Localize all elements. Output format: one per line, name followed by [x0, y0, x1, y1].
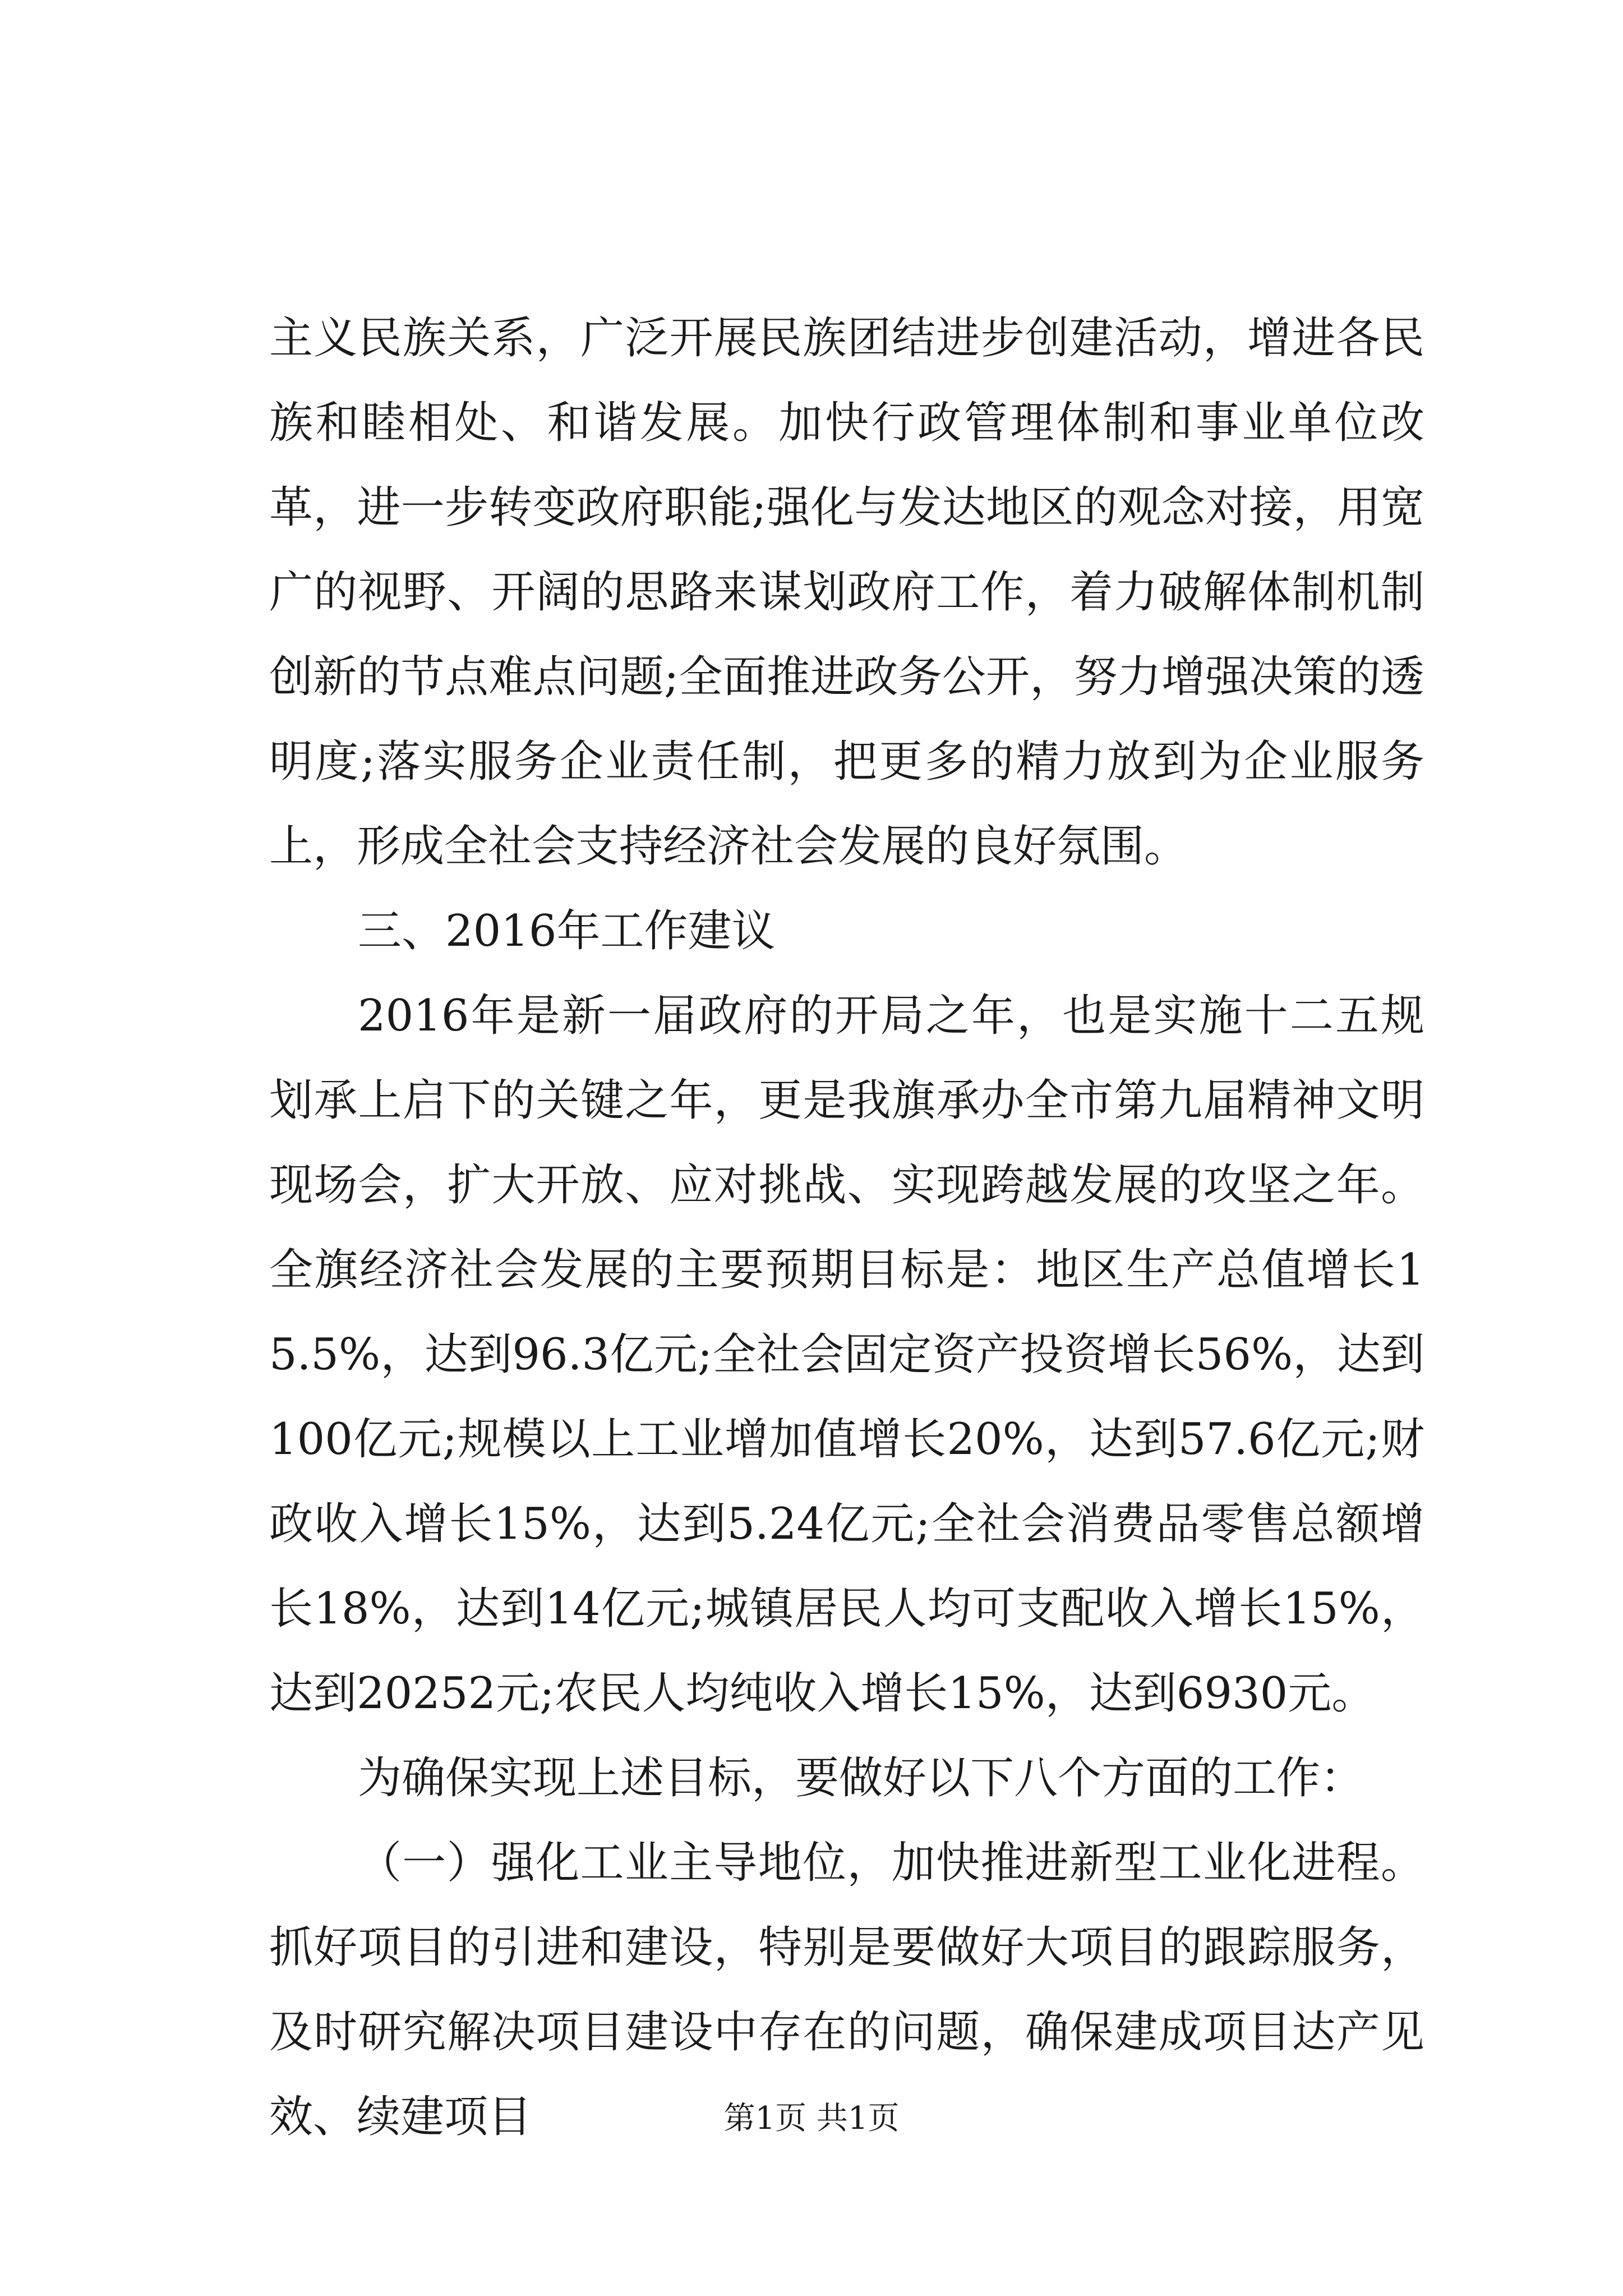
- paragraph-continuation: 主义民族关系，广泛开展民族团结进步创建活动，增进各民族和睦相处、和谐发展。加快行政管理体制和事业单位改革，进一步转变政府职能;强化与发达地区的观念对接，用宽广的视野、开阔的思路来谋划政府工作，着力破解体制机制创新的节点难点问题;全面推进政务公开，努力增强决策的透明度;落实服务企业责任制，把更多的精力放到为企业服务上，形成全社会支持经济社会发展的良好氛围。: [269, 313, 1424, 872]
- page-footer: 第1页 共1页: [723, 2100, 900, 2137]
- paragraph-targets: 2016年是新一届政府的开局之年，也是实施十二五规划承上启下的关键之年，更是我旗承办全市第九届精神文明现场会，扩大开放、应对挑战、实现跨越发展的攻坚之年。全旗经济社会发展的主要预期目标是：地区生产总值增长15.5%，达到96.3亿元;全社会固定资产投资增长56%，达到100亿元;规模以上工业增加值增长20%，达到57.6亿元;财政收入增长15%，达到5.24亿元;全社会消费品零售总额增长18%，达到14亿元;城镇居民人均可支配收入增长15%，达到20252元;农民人均纯收入增长15%，达到6930元。: [269, 991, 1424, 1719]
- paragraph-intro: 为确保实现上述目标，要做好以下八个方面的工作：: [358, 1753, 1364, 1803]
- section-heading: 三、2016年工作建议: [358, 906, 776, 956]
- paragraph-item-one: （一）强化工业主导地位，加快推进新型工业化进程。抓好项目的引进和建设，特别是要做好大项目的跟踪服务，及时研究解决项目建设中存在的问题，确保建成项目达产见效、续建项目: [269, 1838, 1424, 2142]
- document-body: [269, 296, 1424, 2160]
